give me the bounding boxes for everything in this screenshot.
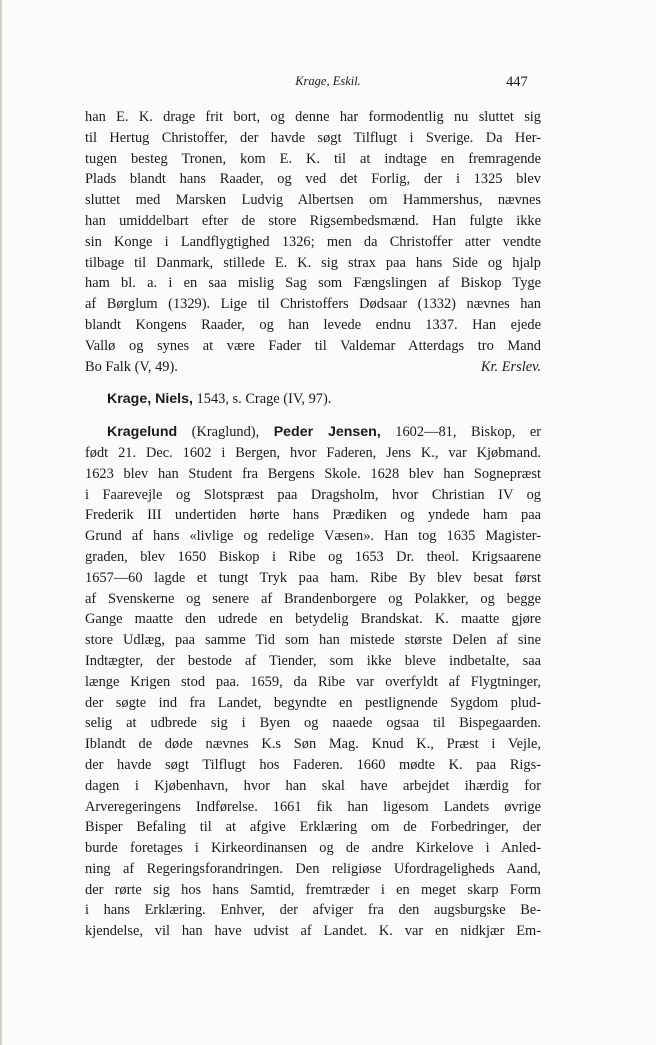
text-line: af Børglum (1329). Lige til Christoffers Dødsaar (1332) nævnes han [85,296,541,313]
text-line: blandt Kongens Raader, og han levede endnu 1337. Han ejede [85,316,541,333]
entry-krage-niels [85,389,541,410]
text-line: store Udlæg, paa samme Tid som han mistede største Delen af sine [85,632,541,649]
entry-headword: Kragelund [107,424,178,441]
text-line: tilbage til Danmark, stillede E. K. sig strax paa hans Side og hjalp [85,254,541,271]
text-line: graden, blev 1650 Biskop i Ribe og 1653 Dr. theol. Krigsaarene [85,548,541,565]
text-line: i hans Erklæring. Enhver, der afviger fra den augsburgske Be- [85,902,541,919]
page-header [0,74,656,94]
entry-gap [85,377,541,389]
text-line: der rørte sig hos hans Samtid, fremtræder i en meget skarp Form [85,881,541,898]
text-line: Gange maatte den udrede en betydelig Brandskat. K. maatte gjøre [85,611,541,628]
running-title: Krage, Eskil. [295,74,361,88]
text-line: Bisper Befaling til at afgive Erklæring om de Forbedringer, der [85,819,541,836]
text-line: født 21. Dec. 1602 i Bergen, hvor Faderen, Jens K., var Kjøbmand. [85,444,541,461]
body-text [85,107,541,942]
text-line: længe Krigen stod paa. 1659, da Ribe var overfyldt af Flygtninger, [85,673,541,690]
text-line: sin Konge i Landflygtighed 1326; men da Christoffer atter vendte [85,233,541,250]
text-line: ham bl. a. i en saa mislig Sag som Fængslingen af Biskop Tyge [85,275,541,292]
text-line: Frederik III undertiden hørte hans Prædiken og yndede ham paa [85,507,541,524]
page-edge [0,0,2,1045]
text-line: Plads blandt hans Raader, og ved det Forlig, der i 1325 blev [85,171,541,188]
entry-kragelund [85,422,541,942]
text-line: der havde søgt Tilflugt hos Faderen. 1660 mødte K. paa Rigs- [85,756,541,773]
text-line: 1623 blev han Student fra Bergens Skole. 1628 blev han Sognepræst [85,465,541,482]
text-line: Indtægter, der bestode af Tiender, som ikke bleve indbetalte, saa [85,652,541,669]
entry-dates: 1602—81, Biskop, er [380,424,541,441]
text-line: i Faarevejle og Slotspræst paa Dragsholm, hvor Christian IV og [85,486,541,503]
entry-krage-eskil [85,107,541,377]
text-line: han umiddelbart efter de store Rigsembedsmænd. Han fulgte ikke [85,212,541,229]
entry-forename: Peder Jensen, [273,424,381,441]
text-line: selig at udbrede sig i Byen og naaede ogsaa til Bispegaarden. [85,715,541,732]
text-line: tugen besteg Tronen, kom E. K. til at indtage en fremragende [85,150,541,167]
text-line: kjendelse, vil han have udvist af Landet. K. var en nidkjær Em- [85,923,541,940]
text-line: burde foretages i Kirkeordinansen og de andre Kirkelove i Anled- [85,840,541,857]
text-line: Arveregeringens Indførelse. 1661 fik han ligesom Landets øvrige [85,798,541,815]
text-line: Iblandt de døde nævnes K.s Søn Mag. Knud K., Præst i Vejle, [85,736,541,753]
text-line: Grund af hans «livlige og redelige Væsen». Han tog 1635 Magister- [85,528,541,545]
text-line: 1657—60 lagde et tungt Tryk paa ham. Ribe By blev besat først [85,569,541,586]
text-line: til Hertug Christoffer, der havde søgt Tilflugt i Sverige. Da Her- [85,129,541,146]
entry-reference: 1543, s. Crage (IV, 97). [192,391,332,408]
text-line: dagen i Kjøbenhavn, hvor han skal have arbejdet ihærdig for [85,777,541,794]
text-line: af Svenskerne og senere af Brandenborgere og Polakker, og begge [85,590,541,607]
entry-headword: Krage, Niels, [107,391,193,408]
author-signature: Kr. Erslev. [480,358,541,375]
text-line: Vallø og synes at være Fader til Valdemar Atterdags tro Mand [85,337,541,354]
text-line: sluttet med Marsken Ludvig Albertsen om Hammershus, nævnes [85,192,541,209]
text-line: ning af Regeringsforandringen. Den religiøse Ufordrageligheds Aand, [85,860,541,877]
entry-gap [85,410,541,422]
text-line: han E. K. drage frit bort, og denne har formodentlig nu sluttet sig [85,109,541,125]
entry-alt-name: (Kraglund), [177,424,274,441]
text-line-final [85,357,541,378]
page-number: 447 [506,74,528,90]
text-line: der søgte ind fra Landet, begyndte en pestlignende Sygdom plud- [85,694,541,711]
text-line-content: Bo Falk (V, 49). [85,358,178,375]
entry-first-line [85,422,541,443]
